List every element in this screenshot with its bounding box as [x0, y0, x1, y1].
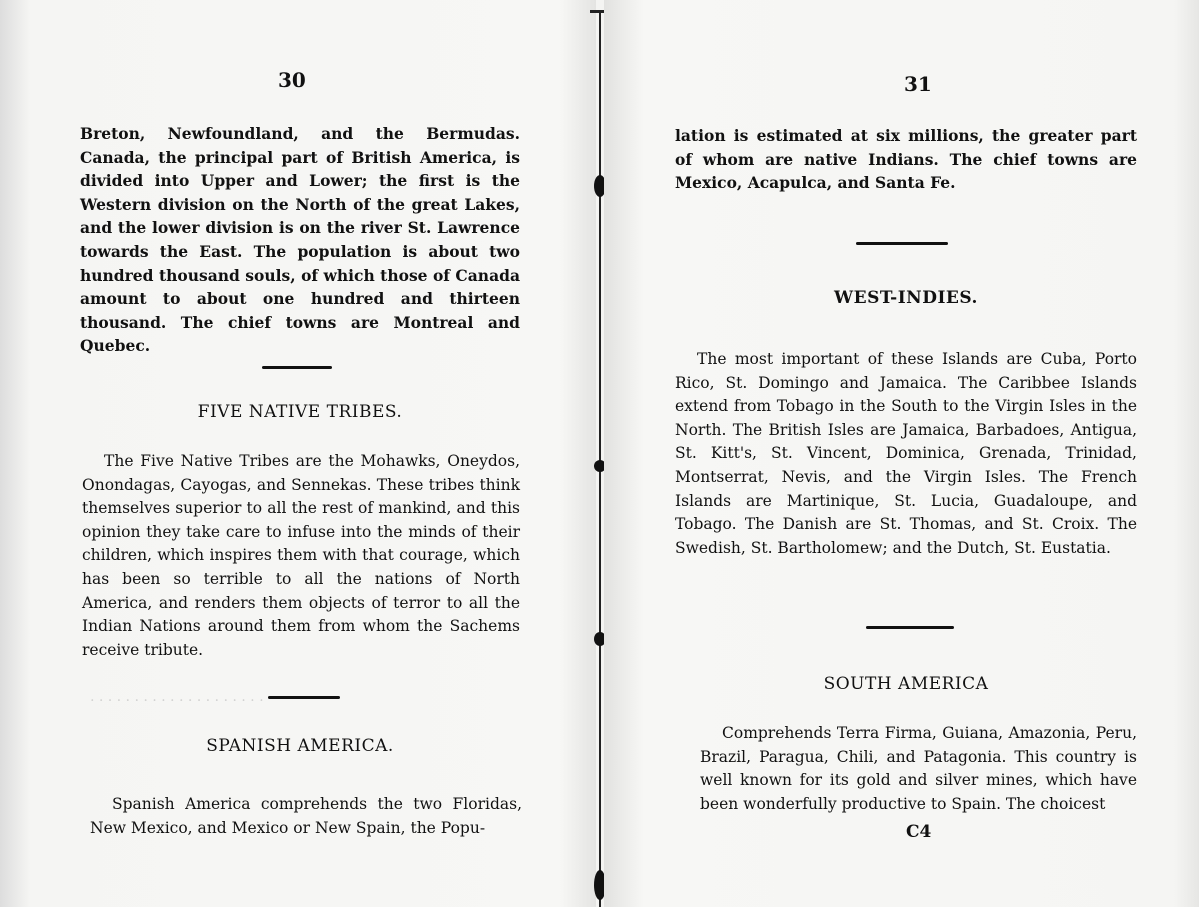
- show-through-text: · · · · · · · · · · · · · · · · · · · ·: [90, 693, 264, 709]
- paragraph-text: lation is estimated at six millions, the greater part of whom are native Indians. The chief towns are Mexico, Acapulca, and Santa Fe.: [675, 126, 1137, 193]
- gutter-line: [599, 10, 601, 907]
- left-page: [0, 0, 596, 907]
- spanish-paragraph: [90, 793, 522, 840]
- section-rule: [262, 366, 332, 369]
- right-opening-paragraph: [675, 124, 1137, 195]
- signature-mark: C4: [906, 822, 932, 842]
- section-rule: [866, 626, 954, 629]
- paragraph-text: Comprehends Terra Firma, Guiana, Amazonia, Peru, Brazil, Paragua, Chili, and Patagonia. This country is well known for its gold and silver mines, which have been wonderfully productive to Spain. The choicest: [700, 724, 1137, 813]
- south-america-paragraph: [700, 722, 1137, 816]
- paragraph-text: Spanish America comprehends the two Floridas, New Mexico, and Mexico or New Spain, the Popu-: [90, 795, 522, 837]
- page-number-left: 30: [278, 68, 306, 92]
- section-heading-spanish-america: SPANISH AMERICA.: [206, 736, 394, 756]
- paragraph-text: The most important of these Islands are Cuba, Porto Rico, St. Domingo and Jamaica. The Caribbee Islands extend from Tobago in the South to the Virgin Isles in the North. The British Isles are Jamaica, Barbadoes, Antigua, St. Kitt's, St. Vincent, Dominica, Grenada, Trinidad, Montserrat, Nevis, and the Virgin Isles. The French Islands are Martinique, St. Lucia, Guadaloupe, and Tobago. The Danish are St. Thomas, and St. Croix. The Swedish, St. Bartholomew; and the Dutch, St. Eustatia.: [675, 350, 1137, 557]
- section-heading-five-native-tribes: FIVE NATIVE TRIBES.: [197, 402, 403, 422]
- section-heading-south-america: SOUTH AMERICA: [823, 674, 989, 694]
- right-page: [604, 0, 1199, 907]
- left-opening-paragraph: [80, 122, 520, 358]
- paragraph-text: The Five Native Tribes are the Mohawks, Oneydos, Onondagas, Cayogas, and Sennekas. These tribes think themselves superior to all the rest of mankind, and this opinion they take care to infuse into the minds of their children, which inspires them with that courage, which has been so terrible to all the nations of North America, and renders them objects of terror to all the Indian Nations around them from whom the Sachems receive tribute.: [82, 452, 520, 659]
- section-rule: [856, 242, 948, 245]
- section-rule: [268, 696, 340, 699]
- page-number-right: 31: [904, 72, 932, 96]
- tribes-paragraph: [82, 450, 520, 662]
- west-indies-paragraph: [675, 348, 1137, 560]
- section-heading-west-indies: WEST-INDIES.: [834, 288, 978, 308]
- paragraph-text: Breton, Newfoundland, and the Bermudas. Canada, the principal part of British America, is divided into Upper and Lower; the first is the Western division on the North of the great Lakes, and the lower division is on the river St. Lawrence towards the East. The population is about two hundred thousand souls, of which those of Canada amount to about one hundred and thirteen thousand. The chief towns are Montreal and Quebec.: [80, 124, 520, 356]
